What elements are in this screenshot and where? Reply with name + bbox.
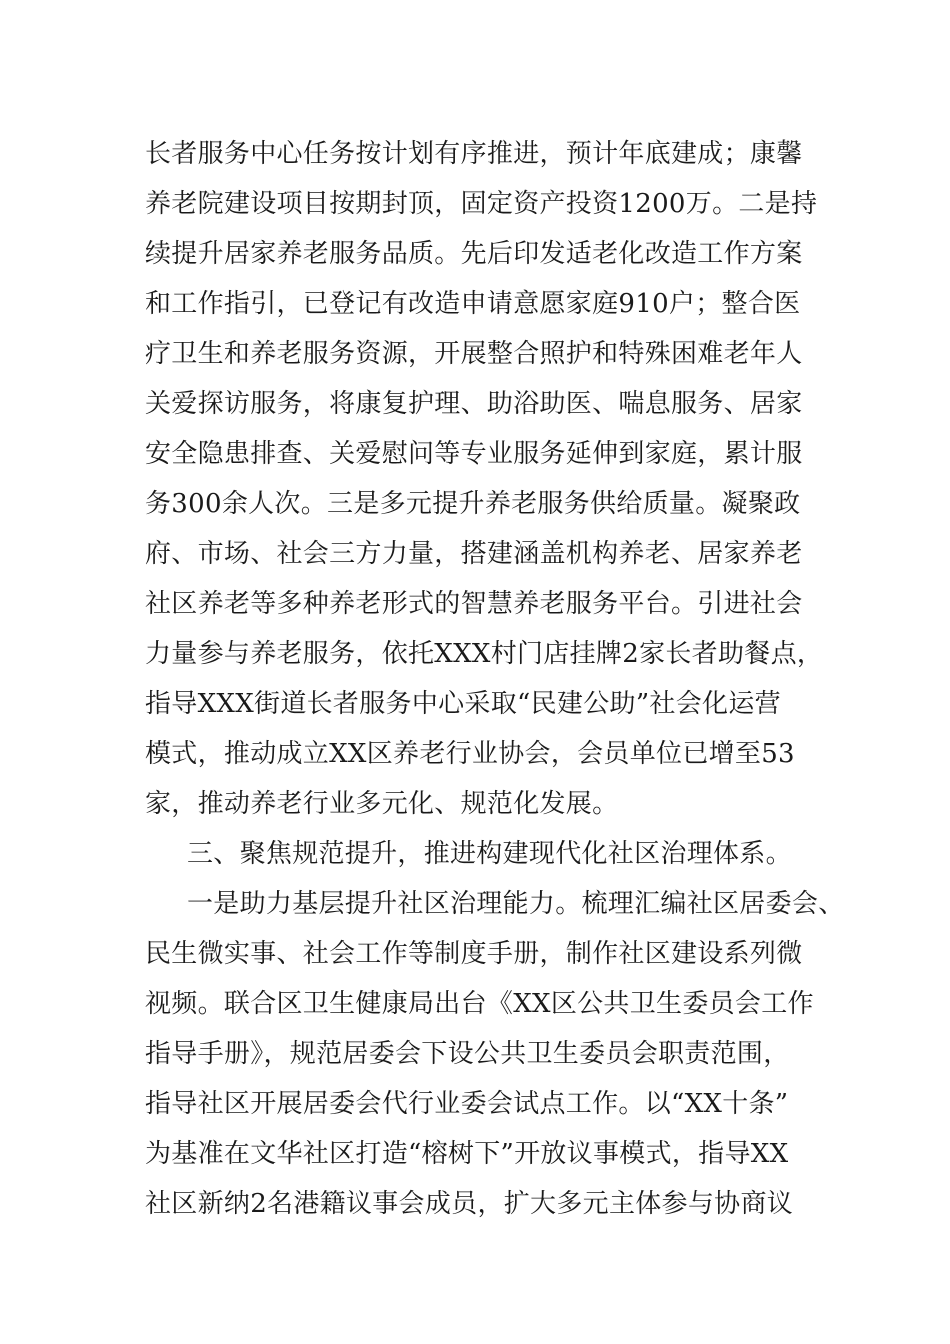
- paragraph-1-line: 养老院建设项目按期封顶，固定资产投资1200万。二是持: [145, 189, 818, 219]
- paragraph-1-line: 关爱探访服务，将康复护理、助浴助医、喘息服务、居家: [145, 389, 803, 419]
- paragraph-1-line: 指导XXX街道长者服务中心采取“民建公助”社会化运营: [145, 689, 781, 719]
- paragraph-1-line: 和工作指引，已登记有改造申请意愿家庭910户；整合医: [145, 289, 801, 319]
- paragraph-1-line: 府、市场、社会三方力量，搭建涵盖机构养老、居家养老: [145, 539, 803, 569]
- paragraph-2-line: 一是助力基层提升社区治理能力。梳理汇编社区居委会、: [187, 889, 845, 919]
- paragraph-1-line: 疗卫生和养老服务资源，开展整合照护和特殊困难老年人: [145, 339, 803, 369]
- paragraph-1-line: 家，推动养老行业多元化、规范化发展。: [145, 789, 619, 819]
- paragraph-1-line: 社区养老等多种养老形式的智慧养老服务平台。引进社会: [145, 589, 803, 619]
- paragraph-1-line: 安全隐患排查、关爱慰问等专业服务延伸到家庭，累计服: [145, 439, 803, 469]
- paragraph-2-line: 民生微实事、社会工作等制度手册，制作社区建设系列微: [145, 939, 803, 969]
- paragraph-2-line: 为基准在文华社区打造“榕树下”开放议事模式，指导XX: [145, 1139, 789, 1169]
- paragraph-1-line: 长者服务中心任务按计划有序推进，预计年底建成；康馨: [145, 139, 803, 169]
- paragraph-2-line: 视频。联合区卫生健康局出台《XX区公共卫生委员会工作: [145, 989, 814, 1019]
- paragraph-1-line: 续提升居家养老服务品质。先后印发适老化改造工作方案: [145, 239, 803, 269]
- paragraph-2-line: 指导手册》，规范居委会下设公共卫生委员会职责范围，: [145, 1039, 790, 1069]
- paragraph-1-line: 务300余人次。三是多元提升养老服务供给质量。凝聚政: [145, 489, 801, 519]
- paragraph-1-line: 模式，推动成立XX区养老行业协会，会员单位已增至53: [145, 739, 795, 769]
- paragraph-1-line: 力量参与养老服务，依托XXX村门店挂牌2家长者助餐点，: [145, 639, 824, 669]
- paragraph-2-line: 指导社区开展居委会代行业委会试点工作。以“XX十条”: [145, 1089, 789, 1119]
- paragraph-2-line: 社区新纳2名港籍议事会成员，扩大多元主体参与协商议: [145, 1189, 794, 1219]
- section-heading: 三、聚焦规范提升，推进构建现代化社区治理体系。: [187, 839, 792, 869]
